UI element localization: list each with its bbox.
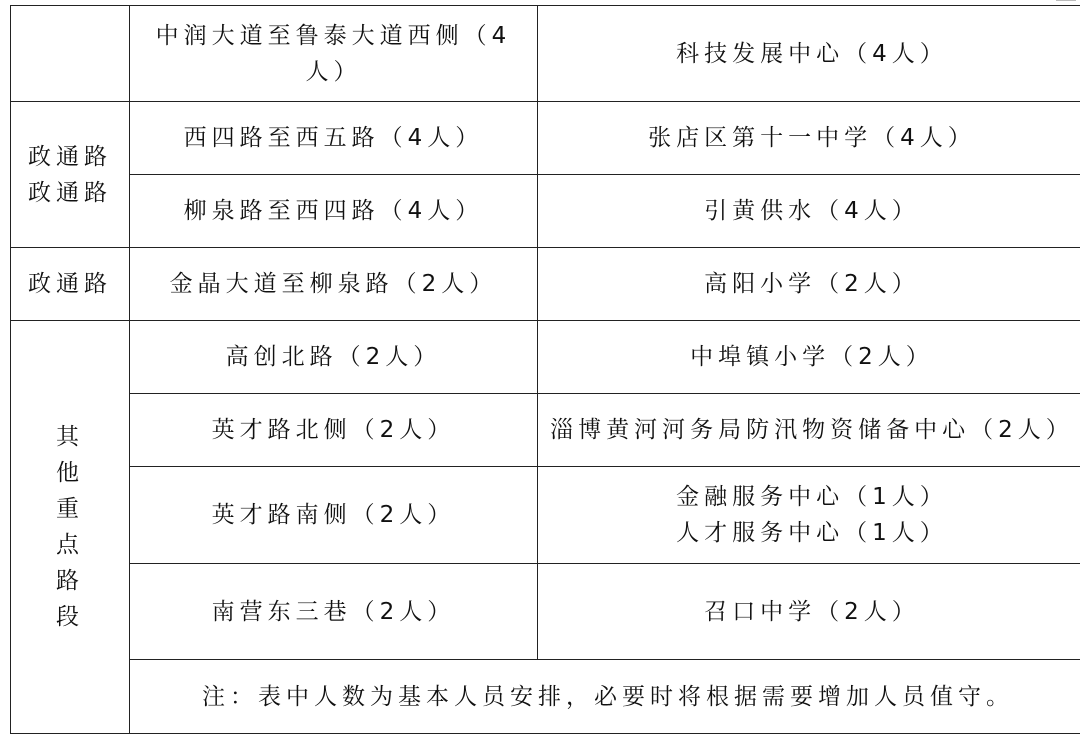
table-footnote: 注：表中人数为基本人员安排，必要时将根据需要增加人员值守。 <box>130 660 1080 734</box>
unit-cell: 召口中学（2人） <box>538 564 1080 660</box>
table-row <box>11 102 1080 175</box>
road-section-cell: 中润大道至鲁泰大道西侧（4 人） <box>130 6 538 102</box>
group-cell-empty <box>11 6 130 102</box>
table-row <box>11 321 1080 394</box>
road-section-cell: 柳泉路至西四路（4人） <box>130 175 538 248</box>
group-cell-zhengtong: 政通路 政通路 <box>11 102 130 248</box>
unit-cell: 引黄供水（4人） <box>538 175 1080 248</box>
unit-cell: 高阳小学（2人） <box>538 248 1080 321</box>
table-row <box>11 564 1080 660</box>
road-section-cell: 金晶大道至柳泉路（2人） <box>130 248 538 321</box>
unit-cell: 淄博黄河河务局防汛物资储备中心（2人） <box>538 394 1080 467</box>
group-cell-zhengtong: 政通路 <box>11 248 130 321</box>
road-section-cell: 西四路至西五路（4人） <box>130 102 538 175</box>
unit-cell: 金融服务中心（1人） 人才服务中心（1人） <box>538 467 1080 564</box>
road-section-cell: 高创北路（2人） <box>130 321 538 394</box>
road-section-cell: 英才路北侧（2人） <box>130 394 538 467</box>
road-section-cell: 英才路南侧（2人） <box>130 467 538 564</box>
table-row <box>11 467 1080 564</box>
page-corner-mark <box>1056 0 1076 1</box>
table-row <box>11 660 1080 734</box>
table-row <box>11 175 1080 248</box>
duty-assignment-table <box>10 5 1080 734</box>
table-row <box>11 6 1080 102</box>
unit-cell: 张店区第十一中学（4人） <box>538 102 1080 175</box>
group-cell-other-key-sections: 其 他 重 点 路 段 <box>11 321 130 734</box>
road-section-cell: 南营东三巷（2人） <box>130 564 538 660</box>
unit-cell: 科技发展中心（4人） <box>538 6 1080 102</box>
table-row <box>11 394 1080 467</box>
unit-cell: 中埠镇小学（2人） <box>538 321 1080 394</box>
table-row <box>11 248 1080 321</box>
